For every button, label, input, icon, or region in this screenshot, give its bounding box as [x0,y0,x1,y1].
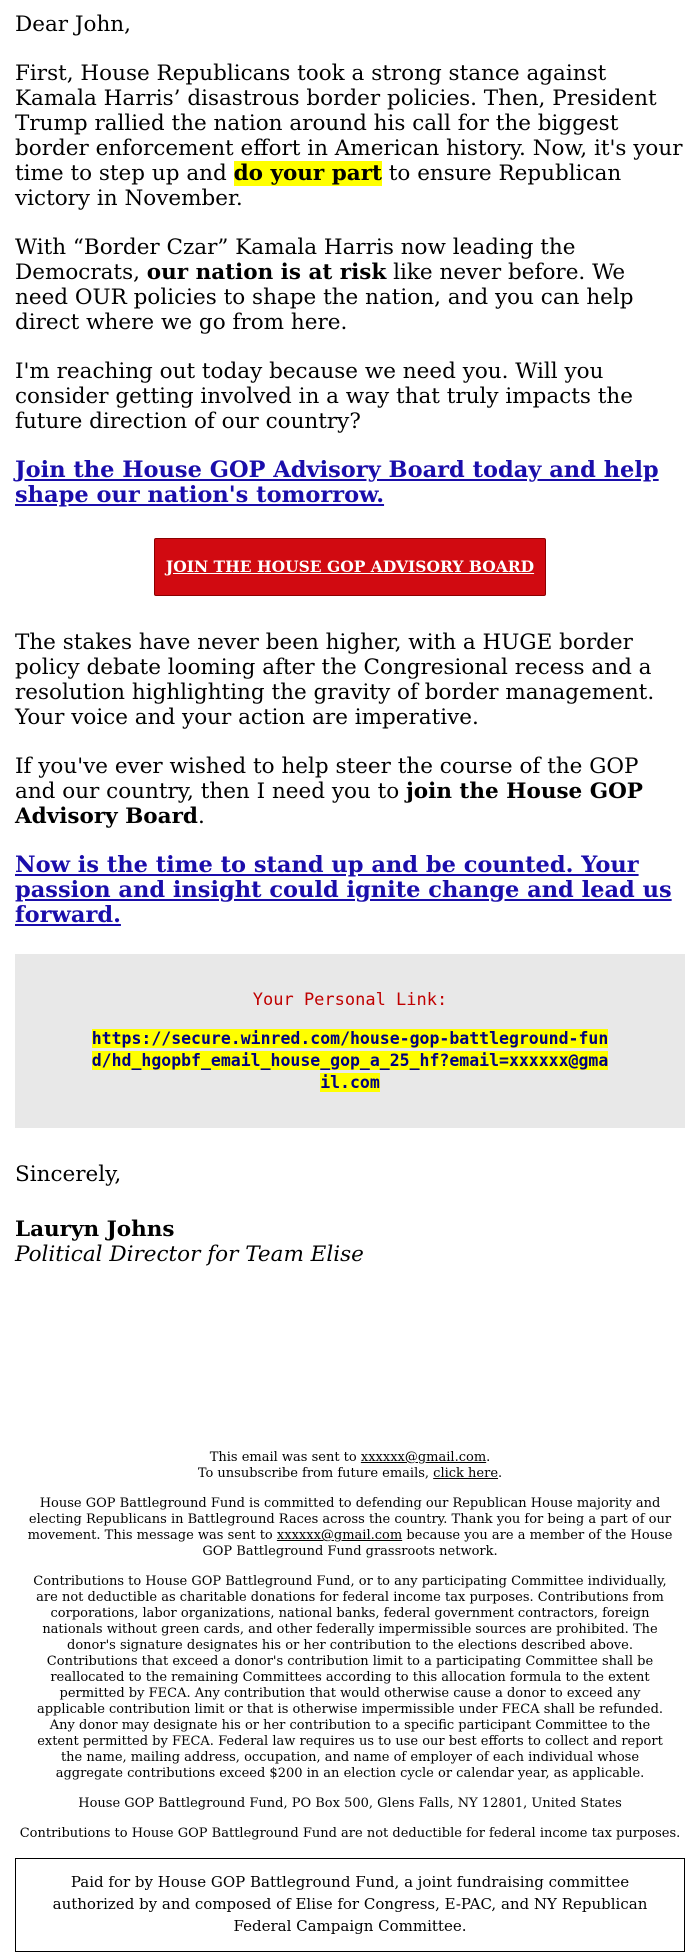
paragraph-intro-text-end: to ensure Republican victory in November. [15,161,622,211]
message-content [15,12,685,434]
sent-to-email-link[interactable]: xxxxxx@gmail.com [360,1450,487,1465]
paragraph-steer-text: If you've ever wished to help steer the course of the GOP and our country, then I need you to [15,754,639,804]
paragraph-stakes: The stakes have never been higher, with a HUGE border policy debate looming after the Congresional recess and a resolution highlighting the gravity of border management. Your voice and your action are imperative. [15,630,655,730]
personal-link-label: Your Personal Link: [252,990,448,1010]
paragraph-border-czar-text: With “Border Czar” Kamala Harris now leading the Democrats, [15,235,576,285]
unsubscribe-link[interactable]: click here [433,1466,499,1481]
paragraph-intro-text: First, House Republicans took a strong stance against Kamala Harris’ disastrous border policies. Then, President Trump rallied the nation around his call for the biggest border enforcement effort in American history. Now, it's your time to step up and [15,61,683,186]
legal-disclaimer: Contributions to House GOP Battleground Fund, or to any participating Committee individually, are not deductible as charitable donations for federal income tax purposes. Contributions from corporations, labor organizations, national banks, federal government contractors, foreign nationals without green cards, and other federally impermissible sources are prohibited. The donor's signature designates his or her contribution to the elections described above. Contributions that exceed a donor's contribution limit to a participating Committee shall be reallocated to the remaining Committees according to this allocation formula to the extent permitted by FECA. Any contribution that would otherwise cause a donor to exceed any applicable contribution limit or that is otherwise impermissible under FECA shall be refunded. Any donor may designate his or her contribution to a specific participant Committee to the extent permitted by FECA. Federal law requires us to use our best efforts to collect and report the name, mailing address, occupation, and name of employer of each individual whose aggregate contributions exceed $200 in an election cycle or calendar year, as applicable. [33,1574,667,1781]
signature-block [15,1162,685,1267]
personal-link-url-wrap [35,1028,665,1094]
mission-email-link[interactable]: xxxxxx@gmail.com [276,1528,403,1543]
footer [15,1450,685,1952]
stand-up-link[interactable]: Now is the time to stand up and be counted. Your passion and insight could ignite change and lead us forward. [15,852,672,928]
unsubscribe-period: . [498,1466,503,1481]
join-board-button[interactable]: JOIN THE HOUSE GOP ADVISORY BOARD [154,538,546,596]
join-board-link[interactable]: Join the House GOP Advisory Board today and help shape our nation's tomorrow. [15,457,659,508]
paragraph-border-czar-text-end: like never before. We need OUR policies to shape the nation, and you can help direct where we go from here. [15,260,634,335]
paragraph-reaching-out: I'm reaching out today because we need you. Will you consider getting involved in a way that truly impacts the future direction of our country? [15,359,633,434]
signer-name: Lauryn Johns [15,1217,175,1242]
tax-note: Contributions to House GOP Battleground Fund are not deductible for federal income tax purposes. [19,1826,681,1841]
paragraph-border-czar [15,235,685,335]
mission-statement [15,1496,685,1560]
mission-text-end: because you are a member of the House GOP Battleground Fund grassroots network. [202,1528,673,1559]
highlighted-phrase: do your part [233,161,382,186]
unsubscribe-line [15,1466,685,1482]
mission-text: House GOP Battleground Fund is committed to defending our Republican House majority and electing Republicans in Battleground Races across the country. Thank you for being a part of our movement. This message was sent to [27,1496,672,1543]
paragraph-steer-text-end: . [197,804,205,829]
sent-to-period: . [486,1450,491,1465]
cta-wrapper [15,538,685,596]
message-content-2 [15,630,685,829]
greeting: Dear John, [15,12,131,37]
bold-phrase-join: join the House GOP Advisory Board [15,779,643,829]
paragraph-intro [15,61,685,211]
paragraph-steer [15,754,685,829]
personal-link-box [15,954,685,1128]
personal-link-url[interactable]: https://secure.winred.com/house-gop-battleground-fund/hd_hgopbf_email_house_gop_a_25_hf?email=xxxxxx@gmail.com [91,1029,609,1092]
signoff: Sincerely, [15,1162,122,1187]
signer-title: Political Director for Team Elise [15,1242,364,1267]
sent-to-line [15,1450,685,1466]
mailing-address: House GOP Battleground Fund, PO Box 500, Glens Falls, NY 12801, United States [78,1796,622,1811]
sent-to-text: This email was sent to [209,1450,361,1465]
paid-for-disclaimer: Paid for by House GOP Battleground Fund, a joint fundraising committee authorized by and composed of Elise for Congress, E-PAC, and NY Republican Federal Campaign Committee. [15,1858,685,1952]
bold-phrase-risk: our nation is at risk [146,260,387,285]
unsubscribe-text: To unsubscribe from future emails, [197,1466,434,1481]
